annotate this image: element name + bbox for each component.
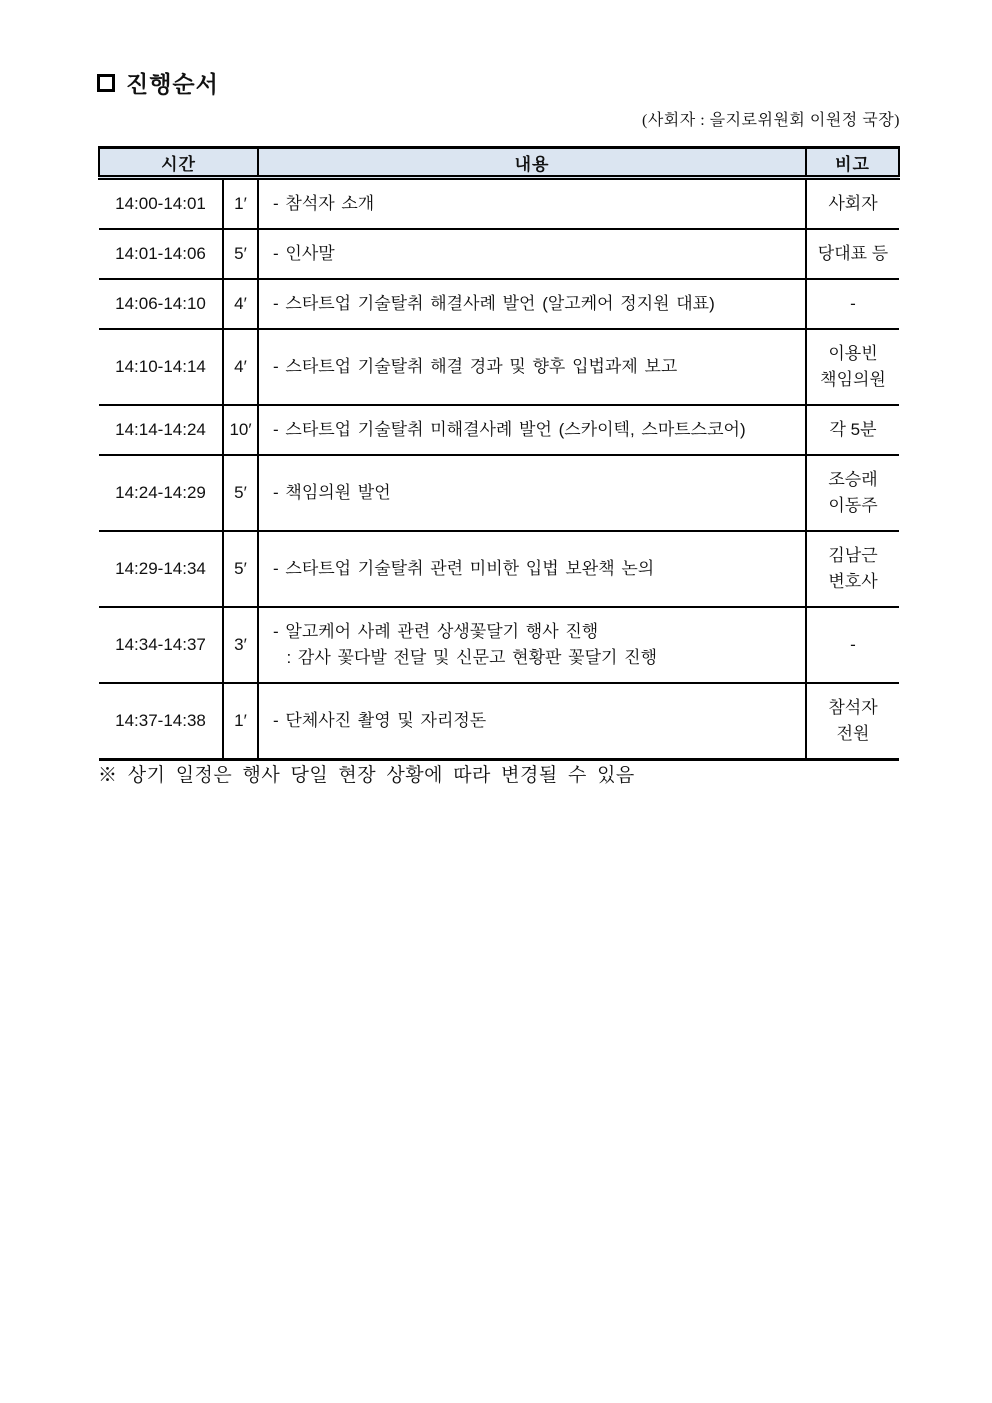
cell-duration: 4′ bbox=[223, 329, 258, 405]
cell-time: 14:06-14:10 bbox=[99, 279, 223, 329]
cell-time: 14:24-14:29 bbox=[99, 455, 223, 531]
cell-duration: 5′ bbox=[223, 531, 258, 607]
column-header-time: 시간 bbox=[99, 148, 258, 178]
cell-content: - 인사말 bbox=[258, 229, 806, 279]
cell-note: 조승래 이동주 bbox=[806, 455, 899, 531]
table-row bbox=[99, 683, 899, 760]
cell-content: - 스타트업 기술탈취 관련 미비한 입법 보완책 논의 bbox=[258, 531, 806, 607]
cell-note: 이용빈 책임의원 bbox=[806, 329, 899, 405]
cell-time: 14:14-14:24 bbox=[99, 405, 223, 455]
page-title bbox=[97, 66, 219, 99]
schedule-table bbox=[98, 146, 900, 761]
cell-content: - 스타트업 기술탈취 미해결사례 발언 (스카이텍, 스마트스코어) bbox=[258, 405, 806, 455]
moderator-note: (사회자 : 을지로위원회 이원정 국장) bbox=[642, 112, 900, 129]
cell-duration: 4′ bbox=[223, 279, 258, 329]
cell-note: 참석자 전원 bbox=[806, 683, 899, 760]
cell-note: 각 5분 bbox=[806, 405, 899, 455]
cell-duration: 5′ bbox=[223, 229, 258, 279]
cell-time: 14:10-14:14 bbox=[99, 329, 223, 405]
cell-time: 14:01-14:06 bbox=[99, 229, 223, 279]
table-row bbox=[99, 329, 899, 405]
page-title-text: 진행순서 bbox=[126, 71, 219, 97]
table-row bbox=[99, 607, 899, 683]
cell-note: - bbox=[806, 607, 899, 683]
square-bullet-icon bbox=[97, 74, 115, 92]
footnote: ※ 상기 일정은 행사 당일 현장 상황에 따라 변경될 수 있음 bbox=[98, 765, 635, 786]
cell-time: 14:29-14:34 bbox=[99, 531, 223, 607]
cell-content: - 알고케어 사례 관련 상생꽃달기 행사 진행 : 감사 꽃다발 전달 및 신문고 현황판 꽃달기 진행 bbox=[258, 607, 806, 683]
column-header-note: 비고 bbox=[806, 148, 899, 178]
cell-time: 14:37-14:38 bbox=[99, 683, 223, 760]
cell-time: 14:34-14:37 bbox=[99, 607, 223, 683]
table-header-row bbox=[99, 148, 899, 178]
cell-content: - 참석자 소개 bbox=[258, 178, 806, 230]
cell-duration: 5′ bbox=[223, 455, 258, 531]
table-row bbox=[99, 531, 899, 607]
cell-content: - 스타트업 기술탈취 해결 경과 및 향후 입법과제 보고 bbox=[258, 329, 806, 405]
table-row bbox=[99, 405, 899, 455]
column-header-content: 내용 bbox=[258, 148, 806, 178]
schedule-table-body bbox=[99, 178, 899, 760]
cell-duration: 1′ bbox=[223, 683, 258, 760]
table-row bbox=[99, 229, 899, 279]
table-row bbox=[99, 178, 899, 230]
cell-time: 14:00-14:01 bbox=[99, 178, 223, 230]
cell-content: - 단체사진 촬영 및 자리정돈 bbox=[258, 683, 806, 760]
table-row bbox=[99, 279, 899, 329]
cell-note: 김남근 변호사 bbox=[806, 531, 899, 607]
table-row bbox=[99, 455, 899, 531]
cell-duration: 3′ bbox=[223, 607, 258, 683]
cell-note: 사회자 bbox=[806, 178, 899, 230]
cell-note: 당대표 등 bbox=[806, 229, 899, 279]
cell-duration: 10′ bbox=[223, 405, 258, 455]
cell-content: - 스타트업 기술탈취 해결사례 발언 (알고케어 정지원 대표) bbox=[258, 279, 806, 329]
cell-content: - 책임의원 발언 bbox=[258, 455, 806, 531]
cell-note: - bbox=[806, 279, 899, 329]
cell-duration: 1′ bbox=[223, 178, 258, 230]
